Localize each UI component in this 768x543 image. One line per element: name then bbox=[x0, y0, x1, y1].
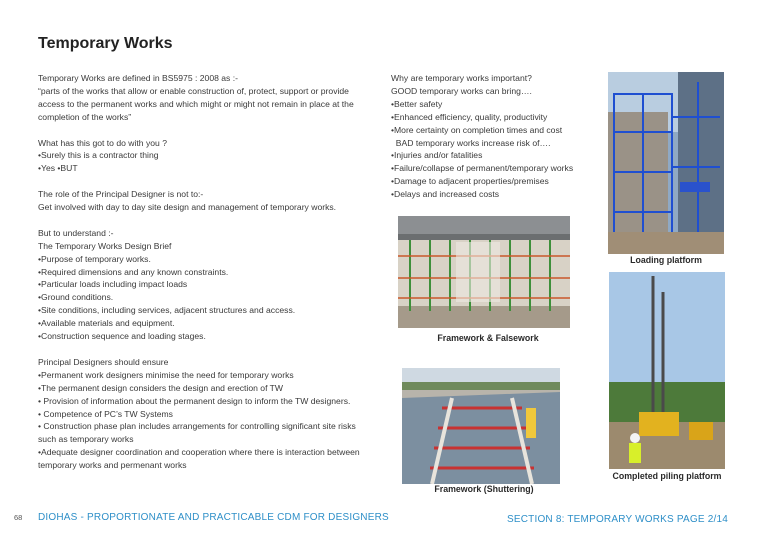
left-text-column bbox=[38, 72, 373, 472]
text-line: Temporary Works are defined in BS5975 : 2008 as :- bbox=[38, 73, 238, 83]
text-line: •Enhanced efficiency, quality, productivity bbox=[391, 111, 548, 122]
loading-platform-photo bbox=[608, 72, 724, 254]
page-title: Temporary Works bbox=[38, 35, 173, 52]
text-line: BAD temporary works increase risk of…. bbox=[391, 137, 551, 148]
text-line: •Purpose of temporary works. bbox=[38, 253, 151, 264]
text-line: • Provision of information about the permanent design to inform the TW designers. bbox=[38, 395, 351, 406]
text-line: “parts of the works that allow or enable construction of, protect, support or provide access to the permanent works and which might or might not remain in place at the completion of the works” bbox=[38, 85, 357, 122]
footer-document-title: DIOHAS - PROPORTIONATE AND PRACTICABLE CDM FOR DESIGNERS bbox=[38, 512, 389, 523]
text-line: •Damage to adjacent properties/premises bbox=[391, 176, 549, 187]
text-line: •Better safety bbox=[391, 98, 443, 109]
piling-platform-photo bbox=[609, 272, 725, 469]
falsework-photo bbox=[398, 216, 570, 328]
paragraph-gap bbox=[38, 175, 373, 188]
piling-platform-caption: Completed piling platform bbox=[612, 471, 722, 481]
text-line: •Yes •BUT bbox=[38, 163, 78, 174]
footer-section-label: SECTION 8: TEMPORARY WORKS PAGE 2/14 bbox=[507, 514, 728, 525]
text-line: •Particular loads including impact loads bbox=[38, 279, 188, 290]
text-line: •Failure/collapse of permanent/temporary works bbox=[391, 163, 574, 174]
paragraph-gap bbox=[38, 343, 373, 356]
text-line: •Injuries and/or fatalities bbox=[391, 150, 483, 161]
text-line: • Construction phase plan includes arrangements for controlling significant site risks such as temporary works bbox=[38, 421, 359, 445]
text-line: What has this got to do with you ? bbox=[38, 137, 167, 148]
text-line: The Temporary Works Design Brief bbox=[38, 240, 172, 251]
text-line: •Available materials and equipment. bbox=[38, 318, 175, 329]
text-line: •Delays and increased costs bbox=[391, 189, 500, 200]
page-number: 68 bbox=[14, 513, 23, 522]
shuttering-photo bbox=[402, 368, 560, 484]
text-line: •Surely this is a contractor thing bbox=[38, 150, 159, 161]
text-line: Principal Designers should ensure bbox=[38, 356, 169, 367]
text-line: But to understand :- bbox=[38, 227, 114, 238]
text-line: •Ground conditions. bbox=[38, 292, 114, 303]
text-line: •Permanent work designers minimise the need for temporary works bbox=[38, 369, 294, 380]
text-line: GOOD temporary works can bring…. bbox=[391, 85, 532, 96]
falsework-caption: Framework & Falsework bbox=[437, 333, 539, 343]
text-line: •Construction sequence and loading stages. bbox=[38, 331, 206, 342]
loading-platform-caption: Loading platform bbox=[630, 255, 702, 265]
text-line: •Adequate designer coordination and cooperation where there is interaction between temporary works and permenant works bbox=[38, 447, 363, 471]
text-line: •Required dimensions and any known constraints. bbox=[38, 266, 229, 277]
shuttering-caption: Framework (Shuttering) bbox=[434, 484, 534, 494]
text-line: • Competence of PC’s TW Systems bbox=[38, 408, 173, 419]
text-line: The role of the Principal Designer is not to:- bbox=[38, 189, 204, 200]
text-line: Get involved with day to day site design and management of temporary works. bbox=[38, 202, 337, 213]
text-line: •More certainty on completion times and cost bbox=[391, 124, 563, 135]
paragraph-gap bbox=[38, 214, 373, 227]
text-line: •Site conditions, including services, adjacent structures and access. bbox=[38, 305, 296, 316]
text-line: •The permanent design considers the design and erection of TW bbox=[38, 382, 284, 393]
text-line: Why are temporary works important? bbox=[391, 73, 532, 83]
middle-text-column bbox=[391, 72, 603, 201]
paragraph-gap bbox=[38, 124, 373, 137]
